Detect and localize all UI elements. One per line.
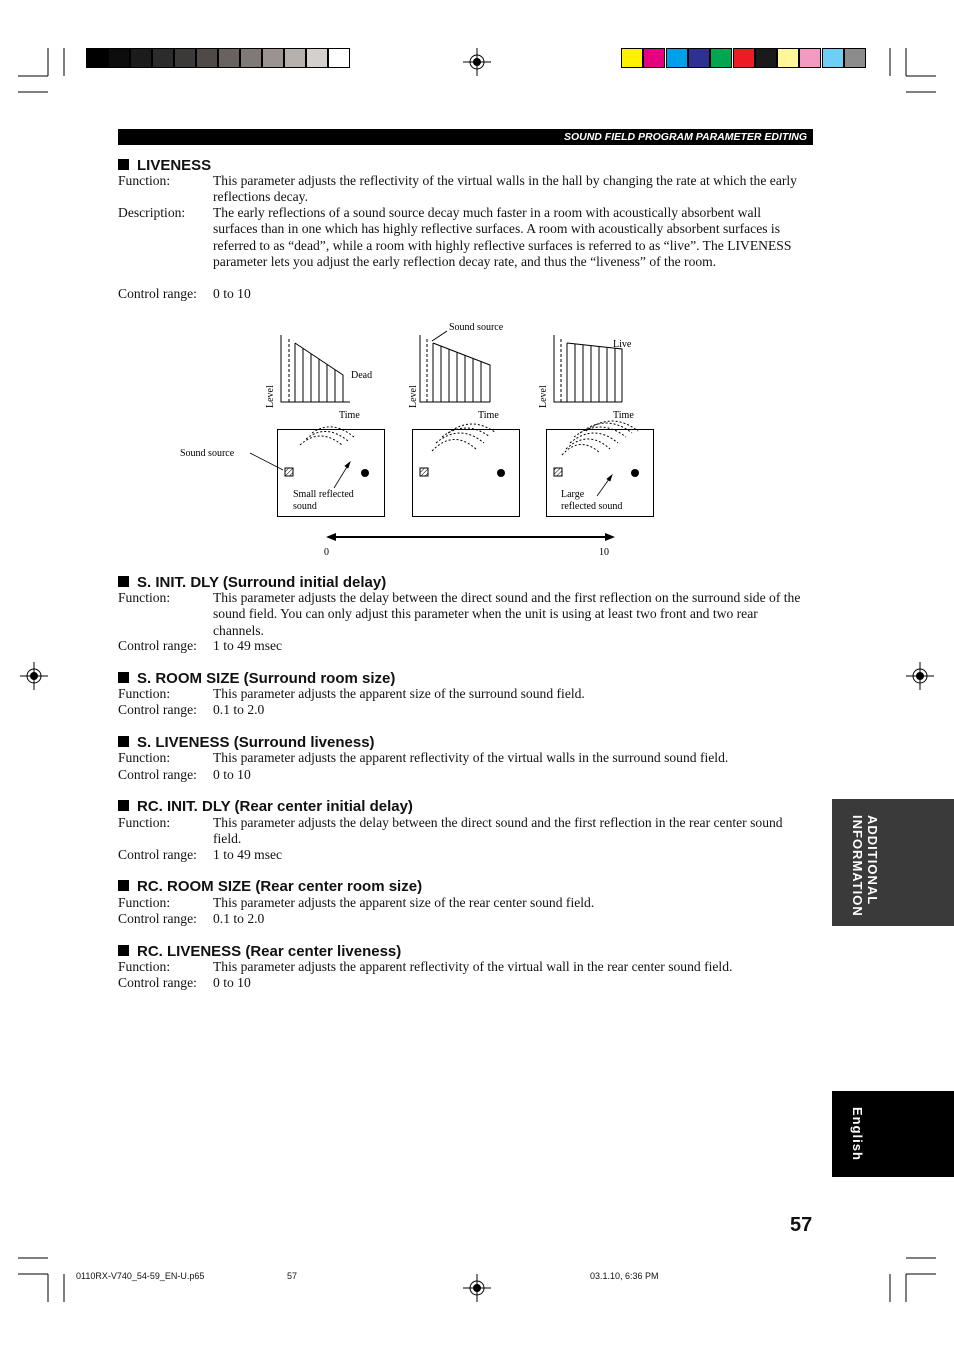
liveness-scale-arrow (326, 533, 615, 541)
scale-min-label: 0 (324, 547, 329, 558)
small-reflected-label-2: sound (293, 501, 317, 512)
sound-wave-icon-2 (432, 424, 496, 451)
registration-target-top (463, 48, 491, 76)
time-label-3: Time (613, 410, 634, 421)
time-label-1: Time (339, 410, 360, 421)
footer-file: 0110RX-V740_54-59_EN-U.p65 (76, 1271, 205, 1281)
time-label-2: Time (478, 410, 499, 421)
listener-icon-2 (497, 469, 505, 477)
sound-wave-icon-3 (562, 421, 638, 455)
listener-icon-1 (361, 469, 369, 477)
square-bullet-icon (118, 800, 129, 811)
registration-target-bottom (463, 1274, 491, 1302)
s-init-dly-heading: S. INIT. DLY (Surround initial delay) (118, 574, 386, 592)
s-liveness-heading: S. LIVENESS (Surround liveness) (118, 734, 375, 752)
footer-page: 57 (287, 1271, 298, 1281)
rc-init-dly-heading: RC. INIT. DLY (Rear center initial delay) (118, 798, 413, 816)
page-number: 57 (790, 1214, 813, 1236)
s-room-size-heading: S. ROOM SIZE (Surround room size) (118, 670, 395, 688)
scale-max-label: 10 (599, 547, 609, 558)
liveness-heading: LIVENESS (118, 157, 211, 175)
square-bullet-icon (118, 159, 129, 170)
sound-source-icon-1 (285, 468, 293, 476)
square-bullet-icon (118, 672, 129, 683)
sound-source-leader (250, 453, 283, 470)
sound-source-icon-3 (554, 468, 562, 476)
large-reflected-label: Large (561, 489, 585, 500)
square-bullet-icon (118, 576, 129, 587)
level-label-2: Level (408, 385, 419, 408)
large-reflected-label-2: reflected sound (561, 501, 623, 512)
listener-icon-3 (631, 469, 639, 477)
sound-source-label-top: Sound source (449, 322, 504, 333)
level-label-1: Level (265, 385, 276, 408)
square-bullet-icon (118, 736, 129, 747)
registration-target-left (20, 662, 48, 690)
square-bullet-icon (118, 880, 129, 891)
live-decay-graph (554, 335, 622, 402)
dead-decay-graph (281, 335, 350, 402)
footer-date: 03.1.10, 6:36 PM (590, 1271, 659, 1281)
dead-label: Dead (351, 370, 373, 381)
sound-source-label-left: Sound source (180, 448, 235, 459)
small-reflected-label: Small reflected (293, 489, 354, 500)
medium-decay-graph (420, 331, 490, 402)
sound-source-icon-2 (420, 468, 428, 476)
rc-room-size-heading: RC. ROOM SIZE (Rear center room size) (118, 878, 422, 896)
live-label: Live (613, 339, 632, 350)
square-bullet-icon (118, 945, 129, 956)
liveness-diagram (170, 315, 670, 565)
english-tab[interactable]: English (832, 1091, 954, 1177)
additional-information-tab[interactable]: ADDITIONAL INFORMATION (832, 799, 954, 926)
section-header-bar (118, 129, 813, 145)
section-header-title: SOUND FIELD PROGRAM PARAMETER EDITING (563, 131, 807, 143)
registration-target-right (906, 662, 934, 690)
level-label-3: Level (538, 385, 549, 408)
rc-liveness-heading: RC. LIVENESS (Rear center liveness) (118, 943, 401, 961)
